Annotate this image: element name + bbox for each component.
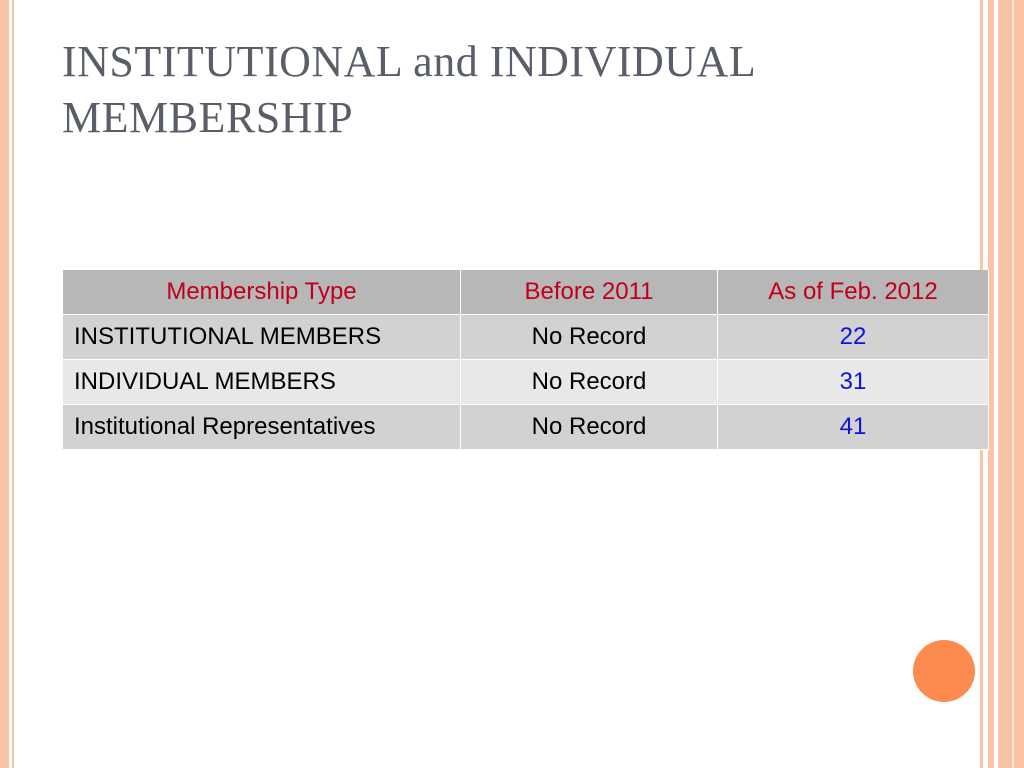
slide-title: INSTITUTIONAL and INDIVIDUAL MEMBERSHIP: [62, 37, 755, 142]
table-header-row: [63, 270, 989, 315]
cell-membership-type: Institutional Representatives: [63, 405, 461, 450]
slide-border-right-gap: [1012, 0, 1014, 768]
table-row: [63, 405, 989, 450]
cell-before-2011: No Record: [461, 360, 718, 405]
cell-membership-type: INSTITUTIONAL MEMBERS: [63, 315, 461, 360]
cell-membership-type: INDIVIDUAL MEMBERS: [63, 360, 461, 405]
decorative-circle: [913, 640, 975, 702]
header-before-2011: Before 2011: [461, 270, 718, 315]
header-as-of-feb-2012: As of Feb. 2012: [718, 270, 989, 315]
table-row: [63, 360, 989, 405]
slide-border-left-line: [12, 0, 14, 768]
membership-table: [63, 270, 989, 450]
header-membership-type: Membership Type: [63, 270, 461, 315]
cell-as-of-feb-2012: 22: [718, 315, 989, 360]
cell-as-of-feb-2012: 41: [718, 405, 989, 450]
slide-border-left: [0, 0, 9, 768]
cell-as-of-feb-2012: 31: [718, 360, 989, 405]
cell-before-2011: No Record: [461, 315, 718, 360]
table-row: [63, 315, 989, 360]
membership-table-container: [63, 270, 989, 450]
cell-before-2011: No Record: [461, 405, 718, 450]
slide-border-right-wide: [998, 0, 1024, 768]
